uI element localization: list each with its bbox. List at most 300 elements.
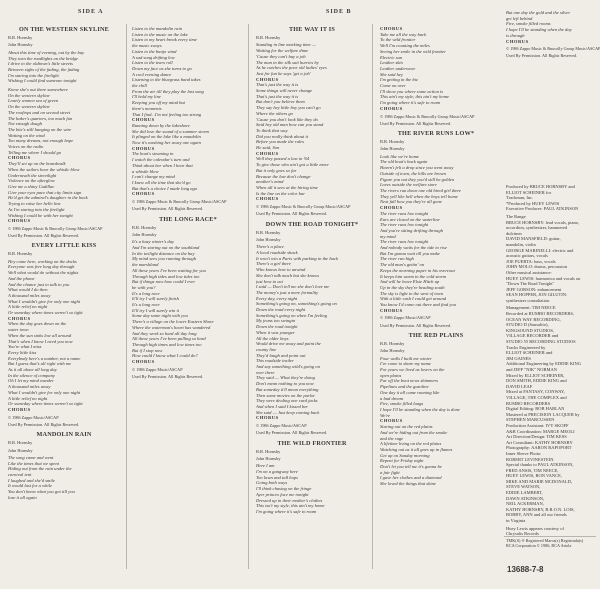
lyric-line: But someday it'll mean everything: [256, 386, 319, 392]
lyric-line: Where the others go: [256, 110, 293, 116]
lyrics-body: [132, 26, 244, 197]
lyric-line: When it was younger: [256, 329, 295, 335]
lyric-line: You don't know what you got till you: [8, 489, 75, 495]
chorus-marker: CHORUS: [380, 205, 403, 211]
lyric-line: Waiting for the welfare dime: [256, 48, 309, 54]
lyric-line: Too lawn and tall hops: [256, 474, 298, 480]
credit-line: KATHY HORNSBY, B.R.O.N. LOIS,: [506, 506, 575, 512]
credit-line: The Range: [506, 213, 526, 219]
songwriter-credit: John Hornsby: [256, 236, 281, 242]
lyrics-body: [380, 154, 492, 314]
song-block: [8, 26, 120, 238]
lyric-line: Listen to my heart break every time: [132, 37, 197, 43]
credit-line: JEFF GORSON: enhancement: [506, 286, 562, 292]
copyright-notice: Used By Permission. All Rights Reserved.: [8, 233, 80, 239]
lyric-line: Leather underwear: [380, 65, 416, 71]
lyric-line: Underneath the streetlight: [8, 172, 57, 178]
lyric-line: She said — Just keep coming back: [256, 409, 320, 415]
copyright-notice: Used By Permission. All Rights Reserved.: [256, 430, 328, 436]
lyric-line: Give your eyes pace that city limits sign: [8, 189, 82, 195]
lyric-line: Wishing I could be with her tonight: [8, 212, 73, 218]
lyric-line: Too many dreams, not enough hope: [8, 138, 74, 144]
lyric-line: the music sways: [132, 43, 162, 49]
credit-line: Special thanks to PAUL ATKINSON,: [506, 462, 574, 468]
copyright-notice: Used By Permission. All Rights Reserved.: [8, 421, 80, 427]
lyric-line: When all it sees at the hiring time: [256, 184, 318, 190]
lyric-line: county line: [256, 346, 277, 352]
lyric-line: A thousand miles away: [8, 292, 51, 298]
credit-line: in Virginia: [506, 518, 526, 524]
lyric-line: Well they passed a law in '64: [256, 156, 310, 162]
lyric-line: That I find...I'm not feeling too strong: [132, 111, 202, 117]
lyric-line: What would I do then: [8, 287, 48, 293]
song-block: [132, 26, 244, 212]
credit-line: Additional Engineering by EDDIE KING: [506, 361, 581, 367]
lyric-line: Know she's out there somewhere: [8, 87, 68, 93]
lyrics-column-5: [506, 10, 600, 63]
credit-line: HUEY LEWIS, RON VANCE,: [506, 473, 563, 479]
credit-line: mandolin, violin: [506, 241, 536, 247]
lyric-line: It keeps him warm in the cold storm: [380, 273, 446, 279]
lyric-line: Here I am: [256, 463, 275, 469]
credit-line: *Produced by HUEY LEWIS: [506, 200, 560, 206]
credit-line: Tracks Engineered by: [506, 344, 546, 350]
lyric-line: Some day some night with you: [132, 313, 188, 319]
lyric-line: When the sun sinks low all around: [8, 332, 72, 338]
lyric-line: Leather skin: [380, 60, 403, 66]
lyric-line: another's mind: [256, 179, 284, 185]
credit-line: RUMBO RECORDERS: [506, 400, 551, 406]
credit-line: STEVE WATSON,: [506, 484, 541, 490]
lyric-line: But I guess that's all right with me: [8, 361, 72, 367]
lyric-line: a whistle blow: [132, 168, 159, 174]
song-block: [506, 10, 600, 59]
lyric-line: About this time of evening, out by the bay: [8, 49, 85, 55]
lyric-line: They say hey little boy you can't go: [256, 105, 321, 111]
lyric-line: All these years I've been pulling so hard: [132, 336, 206, 342]
lyric-line: In the twilight distance on the bay: [132, 250, 195, 256]
credit-line: Mixed at FANTASY, CONWAY,: [506, 389, 565, 395]
chorus-marker: CHORUS: [380, 418, 403, 424]
lyric-line: Who knows how to unwind: [256, 267, 306, 273]
lyric-line: A little relief no night: [8, 304, 48, 310]
credit-line: SEAN HOPPER, JON GILUTIN:: [506, 292, 568, 298]
lyric-line: Come on over: [380, 83, 406, 89]
song-title: EVERY LITTLE KISS: [31, 242, 97, 250]
credit-line: Mastered at PRECISION LACQUER by: [506, 411, 580, 417]
copyright-notice: © 1986 Zappo Music & Bnocolly Group Music/ASCAP: [380, 113, 475, 119]
lyric-line: Watching out as it all goes up in flames: [380, 446, 453, 452]
lyric-line: Up in the sky they're heading south: [380, 284, 445, 290]
credit-line: A&R Coordination: MARGE MEOLI: [506, 428, 575, 434]
songwriter-credit: B.R. Hornsby: [256, 448, 281, 454]
chorus-marker: CHORUS: [8, 155, 31, 161]
song-block: [256, 221, 368, 436]
credit-line: Production Assistant: IVY SKOFF: [506, 422, 569, 428]
lyric-line: But don't you believe them: [256, 99, 305, 105]
lyric-line: Said hey old man how can you stand: [256, 122, 324, 128]
lyric-line: But it only goes so far: [256, 167, 297, 173]
copyright-notice: © 1986 Zappo Music/ASCAP: [8, 414, 59, 420]
chorus-marker: CHORUS: [256, 196, 279, 202]
lyric-line: I gave her clothes and a diamond: [380, 475, 442, 481]
credit-line: ROBERT LEVINESTEIN: [506, 456, 554, 462]
lyric-line: A thousand miles away: [8, 384, 51, 390]
lyric-line: My mind sees you running through: [132, 256, 197, 262]
lyric-line: Voices on the radio: [8, 144, 44, 150]
songwriter-credit: John Hornsby: [8, 42, 33, 48]
lyric-line: She don't talk much but she knows: [256, 272, 319, 278]
credit-line: Huey Lewis appears courtesy of: [506, 525, 564, 531]
copyright-notice: © 1986 Zappo Music & Bnocolly Group Music/ASCAP: [132, 199, 227, 205]
lyric-line: Standing in line marking time —: [256, 42, 316, 48]
songwriter-credit: B.R. Hornsby: [8, 35, 33, 40]
copyright-notice: Used By Permission. All Rights Reserved.: [380, 322, 452, 328]
lyric-line: 'Cause you don't look like they do: [256, 116, 318, 122]
lyric-line: This ain't my style, this ain't my home: [380, 94, 450, 100]
songwriter-credit: John Hornsby: [380, 348, 405, 354]
song-title: DOWN THE ROAD TONIGHT*: [265, 220, 359, 228]
lyric-line: They'd laugh and point out: [256, 352, 306, 358]
lyric-line: Listen to the tears roll: [132, 60, 173, 66]
credit-line: Other musical assistance:: [506, 269, 552, 275]
lyric-line: Wishing I could find someone tonight: [8, 78, 77, 84]
lyric-line: Figure you out they you'd still be golden: [380, 176, 455, 182]
credit-line: Art Consultant: KATHY HORNSBY: [506, 439, 573, 445]
lyrics-body: [506, 10, 596, 44]
song-block: [380, 26, 492, 126]
lyric-line: Or someday where times weren't so tight: [8, 310, 83, 316]
lyric-line: The river run high: [380, 256, 414, 262]
lyric-line: Down my face as she turns to go: [132, 65, 192, 71]
lyric-line: I'm staring into the firelight: [8, 72, 59, 78]
lyric-line: Loves outside the welfare store: [380, 182, 437, 188]
lyric-line: Like the times that we spent: [8, 460, 59, 466]
lyric-line: Listen to the banjo wind: [132, 48, 177, 54]
credit-line: DAVID MANSFIELD: guitar,: [506, 236, 561, 242]
lyrics-body: [8, 455, 120, 501]
credit-line: JOHN MOLO: drums, percussion: [506, 264, 567, 270]
lyric-line: And will he leave Elsie Hitch up: [380, 279, 440, 285]
chorus-marker: CHORUS: [8, 218, 31, 224]
song-title: THE WAY IT IS: [288, 26, 336, 33]
lyric-line: Repent for Friday night: [380, 458, 424, 464]
lyric-line: To the wild frontier: [380, 37, 416, 43]
credit-line: OCEAN WAY RECORDING,: [506, 316, 561, 322]
chorus-marker: CHORUS: [8, 407, 31, 412]
songwriter-credit: B.R. Hornsby: [8, 440, 33, 446]
lyric-line: my mind: [380, 233, 396, 239]
lyric-line: Running down by the lakeshore: [132, 122, 190, 128]
chorus-marker: CHORUS: [132, 117, 155, 123]
copyright-notice: © 1986 Zappo Music & Bnocolly Group Music/ASCAP: [256, 204, 351, 210]
lyric-line: Would drive me away and paint the: [256, 341, 321, 347]
lyric-line: there's moments: [132, 105, 162, 111]
lyric-line: That's when I know I need you now: [8, 338, 73, 344]
lyric-line: Then some movies on the parlor: [256, 392, 316, 398]
lyric-line: To give those who ain't got a little more: [256, 162, 329, 168]
lyric-line: But if things now how could I ever: [132, 279, 196, 285]
lyric-line: Give me a shiny Cadillac: [8, 183, 55, 189]
lyric-line: You know I'd come out there and find you: [380, 302, 456, 308]
trademark-notice: [506, 538, 596, 548]
lyric-line: On the western skyline: [8, 92, 50, 98]
lyric-line: The sky is light to the west of town: [380, 290, 444, 296]
lyric-line: Seeing her smile in the wild frontier: [380, 48, 446, 54]
lyric-line: Electric sun: [380, 54, 403, 60]
lyric-line: A lifetime living on the red plains: [380, 441, 442, 447]
credit-line: BOBBY, ANN and all our friends: [506, 512, 567, 518]
chorus-marker: CHORUS: [506, 38, 529, 44]
credit-line: FRED ANSIS, TIM NEECE,: [506, 467, 559, 473]
credit-line: Chrysalis Records: [506, 531, 539, 537]
songwriter-credit: John Hornsby: [256, 455, 281, 461]
lyric-line: I can't change my mind: [132, 174, 175, 180]
lyric-line: A local roadside shack: [256, 250, 298, 256]
lyric-line: That's just the way it is: [256, 93, 299, 99]
copyright-notice: Used By Permission. All Rights Reserved.: [256, 211, 328, 217]
lyric-line: As it all alone all long day: [8, 367, 57, 373]
lyric-line: They'll set up on the boardwalk: [8, 161, 66, 167]
credit-line: GEORGE MARINELLI: electric and: [506, 247, 574, 253]
lyric-line: I laughed and she'd smile: [8, 477, 55, 483]
lyric-line: I hope I'll be standing when the day is done: [380, 407, 460, 412]
lyric-line: On the western skyline: [8, 104, 50, 110]
credit-line: MIKE AND MARIE MCDONALD,: [506, 478, 572, 484]
lyric-line: It'll try I will surely finish: [132, 296, 179, 302]
lyric-line: Ears are closed on the waterline: [380, 216, 440, 222]
lyric-line: Something's going on when I'm feeling: [256, 312, 327, 318]
lyric-line: I watch the calendar's turn and: [132, 157, 190, 163]
credit-line: Mixed by ELLIOT SCHEINER,: [506, 372, 565, 378]
lyric-line: When the day goes down on the: [8, 321, 67, 327]
chorus-marker: CHORUS: [256, 415, 279, 421]
lyric-line: and the rage: [380, 435, 404, 441]
lyric-line: This isn't my style, this ain't my home: [256, 503, 325, 509]
lyric-line: Before you made the rules: [256, 139, 305, 145]
lyric-line: But I'm gonna wait till you make: [380, 250, 440, 256]
lyric-line: Between sighs of the fading, the fading: [8, 66, 80, 72]
lyric-line: Going both ways: [256, 480, 288, 486]
chorus-marker: CHORUS: [380, 307, 403, 313]
songwriter-credit: John Hornsby: [132, 231, 157, 237]
credit-line: Photography: AARON RAPOPORT: [506, 445, 572, 451]
lyric-line: Haven't felt a drop since you went away: [380, 165, 454, 171]
lyrics-body: [8, 259, 120, 413]
lyric-line: And the phone: [8, 275, 35, 281]
lyric-line: In the silence of company: [8, 372, 55, 378]
credit-line: STUDIO D (Sausalito),: [506, 322, 549, 328]
song-title: ON THE WESTERN SKYLINE: [19, 26, 109, 33]
credit-line: acoustic guitars, vocals: [506, 253, 548, 259]
lyric-line: Or someday where times weren't so tight: [8, 401, 83, 407]
song-title: THE WILD FRONTIER: [277, 439, 347, 447]
lyric-line: Take me all the way back: [380, 31, 427, 37]
lyric-line: There's a village on the lower Eastern Shore: [132, 319, 214, 325]
lyric-line: Listen to the mandolin rain: [132, 26, 183, 31]
lyric-line: The old boat's back again: [380, 159, 428, 165]
lyric-line: Far off the boot news shimmers: [380, 378, 439, 384]
lyric-line: The rivers run down one old hired girl there: [380, 187, 462, 193]
lyric-line: And when I said I kissed her: [256, 404, 309, 409]
lyric-line: Not enough dough: [8, 121, 42, 127]
lyric-line: There's a place: [256, 244, 284, 250]
lyric-line: Look like we're home: [380, 153, 419, 159]
lyric-line: Hiding out from the rain under the: [8, 466, 72, 472]
copyright-notice: © 1986 Zappo Music/ASCAP: [256, 423, 307, 429]
lyric-line: All the older boys: [256, 335, 289, 341]
lyric-line: A cool evening dance: [132, 71, 172, 77]
lyric-line: The money's just a mere formality: [256, 289, 319, 295]
lyric-line: One day it all came running like: [380, 389, 440, 395]
lyric-line: a bad dream: [380, 395, 404, 401]
lyric-line: Everybody here's a number, not a name: [8, 355, 81, 361]
lyric-line: Think about her when I hear that: [132, 162, 193, 168]
song-block: [256, 440, 368, 515]
lyric-line: For years we lived as lovers on the: [380, 367, 445, 373]
lyric-line: The river runs low tonight: [380, 222, 429, 228]
credit-line: Executive Producer: PAUL ATKINSON: [506, 206, 579, 212]
lyric-line: Because the law don't change: [256, 173, 311, 179]
credit-line: accordion, synthesizer, hammered: [506, 225, 568, 231]
lyric-line: It would last for a while: [8, 483, 53, 489]
credit-line: HUEY LEWIS: harmonica and vocals on: [506, 275, 581, 281]
lyric-line: Where the waterman's heart has wandered: [132, 324, 211, 330]
lyric-line: Outside of town, the hills are brown: [380, 170, 446, 176]
chorus-marker: CHORUS: [256, 76, 279, 82]
lyric-line: Through high times and low times too: [132, 341, 202, 347]
lyric-line: Oh I let my mind wander: [8, 378, 54, 384]
lyric-line: Don't mean nothing to you now: [256, 381, 314, 387]
lyrics-column-2: [132, 26, 244, 383]
credit-line: "Down The Road Tonight": [506, 281, 555, 287]
footer-line: RCA Corporation © 1986, RCA Ariola: [506, 543, 572, 548]
songwriter-credit: B.R. Hornsby: [380, 138, 405, 144]
credit-line: JIM GAINES: [506, 355, 531, 361]
song-block: [380, 130, 492, 328]
lyric-line: water town: [8, 327, 29, 333]
songwriter-credit: B.R. Hornsby: [256, 229, 281, 235]
song-block: [8, 431, 120, 500]
lyric-line: Some things will never change: [256, 88, 313, 94]
credit-line: Inner Sleeve Photo:: [506, 450, 542, 456]
lyric-line: It plinged on the lake like a mandolin: [132, 134, 201, 140]
lyric-line: He'd get the admiral's daughter in the back: [8, 195, 88, 201]
credit-line: STUDIO 55 RECORDING STUDIOS: [506, 339, 576, 345]
lyric-line: Down the road every night: [256, 307, 306, 313]
lyric-line: Every day, every night: [256, 295, 298, 301]
lyrics-column-4: [380, 26, 492, 491]
credit-line: VILLAGE RECORDER and: [506, 333, 559, 339]
lyric-line: Well what would do without the nights: [8, 270, 79, 276]
lyric-line: I said — Don't tell me she don't love me: [256, 284, 330, 290]
lyric-line: Listen to the music on the lake: [132, 31, 188, 37]
credit-line: ELLIOT SCHEINER for: [506, 189, 552, 195]
lyrics-body: [256, 463, 368, 514]
lyric-line: Dressed up in their mother's clothes: [256, 497, 323, 503]
lyric-line: Well I'm counting the miles: [380, 43, 430, 49]
lyric-line: Hey come here, working on the docks: [8, 258, 77, 264]
song-block: [256, 26, 368, 217]
lyric-line: Four walls I built me winter: [380, 355, 432, 361]
lyric-line: Something's going on, something's going on: [256, 301, 337, 307]
lyric-line: get left behind: [506, 15, 533, 21]
credit-line: KINGSOUND STUDIOS,: [506, 327, 555, 333]
lyric-line: Just for fun he says 'get a job': [256, 70, 311, 76]
lyrics-body: [380, 356, 492, 487]
lyric-line: And they work so hard all day long: [132, 330, 197, 336]
chorus-marker: CHORUS: [132, 359, 155, 365]
credit-line: Management: TIM NEECE: [506, 305, 556, 311]
lyric-line: That's just the way it is: [256, 82, 299, 88]
lyric-line: The rooftops and on second street: [8, 109, 71, 115]
lyric-line: Now it's washing her away one again: [132, 140, 201, 146]
lyric-line: I'm going where it's safe to roam: [380, 100, 441, 106]
lyric-line: She loved the things that shine: [380, 481, 437, 487]
lyric-line: Keeping you off my mind but: [132, 100, 185, 106]
lyric-line: I knew all the time that she'd go: [132, 179, 191, 185]
lyrics-body: [256, 42, 368, 202]
chorus-marker: CHORUS: [132, 191, 155, 197]
lyric-line: From the air till they play the last song: [132, 88, 204, 94]
credit-line: VILLAGE, THE COMPLEX and: [506, 394, 567, 400]
lyrics-body: [132, 239, 244, 364]
lyric-line: But if I stop now: [132, 347, 163, 353]
copyright-notice: © 1986 Zappo Music/ASCAP: [132, 366, 183, 372]
lyric-line: the marshland: [132, 262, 159, 268]
lyric-line: What I wouldn't give for only one night: [8, 389, 81, 395]
credit-line: and JEFF "NIK" NORMAN: [506, 367, 558, 372]
lyric-line: We're: [380, 412, 391, 418]
credit-line: Trackman, Inc.: [506, 195, 534, 201]
lyric-line: It'll try I will surely win it: [132, 307, 180, 313]
lyric-line: He said, Son: [256, 145, 280, 151]
lyric-line: They turn the roadlights on the bridge: [8, 55, 79, 61]
lyric-line: Every little kiss: [8, 349, 37, 355]
copyright-notice: Used By Permission. All Rights Reserved.: [132, 206, 204, 212]
chorus-marker: CHORUS: [8, 315, 31, 321]
lyric-line: be with you?: [132, 284, 156, 290]
lyric-line: I hope I'll be standing when the day: [506, 27, 572, 33]
lyric-line: over there: [256, 369, 275, 375]
copyright-notice: Used By Permission. All Rights Reserved.: [380, 120, 452, 126]
lyric-line: I'll think chasing on the fringe: [256, 486, 312, 492]
credit-line: STEPHEN MARCUSSEN: [506, 417, 555, 423]
lyric-line: Did you really think about it: [256, 133, 309, 139]
lyrics-column-1: [8, 26, 120, 505]
lyric-line: And the chance just to talk to you: [8, 281, 70, 287]
song-title: MANDOLIN RAIN: [36, 431, 92, 439]
credit-line: EDDIE LAMBERT,: [506, 490, 543, 496]
songwriter-credit: John Hornsby: [380, 146, 405, 152]
lyric-line: She said hey: [380, 71, 403, 77]
lyric-line: just how to act: [256, 278, 283, 284]
lyric-line: Keeps the morning paper in his overcoat: [380, 267, 455, 273]
lyric-line: Through high tides and low tides too: [132, 273, 200, 279]
lyric-line: carnival tent: [8, 472, 32, 478]
lyric-line: is through: [506, 32, 525, 38]
lyric-line: Waiting on the wind: [8, 132, 45, 138]
lyrics-body: [8, 50, 120, 224]
lyric-line: The boat's steaming in: [132, 151, 174, 157]
lyric-line: As I'm staring into the firelight: [8, 206, 65, 212]
lyric-line: Ayer princes face me tonight: [256, 491, 309, 497]
copyright-notice: © 1986 Zappo Music & Bnocolly Group Music/ASCAP: [506, 46, 600, 52]
lyric-line: The old man's gettin' on: [380, 262, 425, 268]
lyric-line: The river runs low tonight: [380, 210, 429, 216]
lyric-line: I've come to share my name: [380, 361, 431, 367]
lyric-line: I'm getting in the biz: [380, 77, 418, 83]
